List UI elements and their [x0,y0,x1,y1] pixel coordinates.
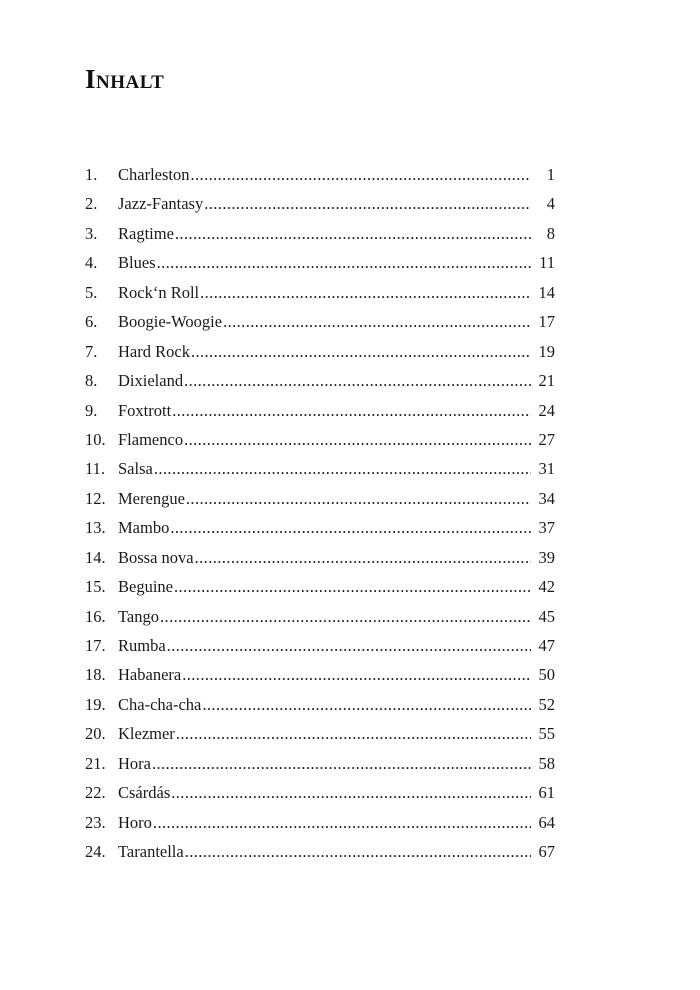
toc-entry[interactable] [85,543,555,572]
entry-page-number: 67 [538,842,555,862]
entry-page-number: 52 [538,694,555,714]
entry-number: 22. [85,783,106,803]
entry-number: 6. [85,312,98,332]
entry-title: Hora [118,753,151,773]
entry-title: Habanera [118,665,182,685]
entry-title: Cha-cha-cha [118,694,202,714]
toc-entry[interactable] [85,454,555,483]
entry-number: 24. [85,842,106,862]
entry-title: Jazz-Fantasy [118,194,204,214]
entry-page-number: 14 [538,282,555,302]
dot-leader [167,631,531,660]
entry-page-number: 39 [538,547,555,567]
entry-page-number: 17 [538,312,555,332]
dot-leader [171,778,531,807]
entry-number: 19. [85,694,106,714]
entry-number: 20. [85,724,106,744]
toc-entry[interactable] [85,484,555,513]
toc-entry[interactable] [85,572,555,601]
entry-page-number: 11 [539,253,555,273]
entry-title: Rock‘n Roll [118,282,200,302]
dot-leader [175,219,531,248]
toc-entry[interactable] [85,837,555,866]
entry-page-number: 21 [538,371,555,391]
dot-leader [202,690,531,719]
toc-entry[interactable] [85,690,555,719]
entry-number: 12. [85,488,106,508]
toc-entry[interactable] [85,219,555,248]
toc-entry[interactable] [85,396,555,425]
dot-leader [191,337,531,366]
toc-entry[interactable] [85,160,555,189]
dot-leader [200,278,531,307]
dot-leader [223,307,531,336]
toc-entry[interactable] [85,719,555,748]
entry-title: Ragtime [118,223,174,243]
entry-number: 1. [85,165,98,184]
entry-number: 9. [85,400,98,420]
entry-page-number: 58 [538,753,555,773]
entry-title: Horo [118,812,152,832]
entry-page-number: 45 [538,606,555,626]
entry-number: 5. [85,282,98,302]
entry-page-number: 19 [538,341,555,361]
entry-number: 8. [85,371,98,391]
dot-leader [184,425,531,454]
toc-entry[interactable] [85,248,555,277]
toc-entry[interactable] [85,749,555,778]
entry-page-number: 1 [546,165,555,184]
entry-page-number: 34 [538,488,555,508]
entry-number: 14. [85,547,106,567]
toc-entry[interactable] [85,189,555,218]
entry-page-number: 4 [546,194,555,214]
entry-page-number: 50 [538,665,555,685]
toc-entry[interactable] [85,366,555,395]
dot-leader [160,602,531,631]
dot-leader [153,808,531,837]
entry-page-number: 42 [538,577,555,597]
toc-entry[interactable] [85,337,555,366]
entry-title: Blues [118,253,156,273]
entry-page-number: 47 [538,636,555,655]
entry-title: Tango [118,606,160,626]
entry-title: Merengue [118,488,185,508]
entry-number: 23. [85,812,106,832]
entry-title: Beguine [118,577,173,597]
dot-leader [172,396,531,425]
entry-number: 2. [85,194,98,214]
dot-leader [154,454,531,483]
entry-number: 4. [85,253,98,273]
dot-leader [195,543,531,572]
entry-page-number: 24 [538,400,555,420]
dot-leader [157,248,531,277]
entry-number: 7. [85,341,98,361]
entry-number: 11. [85,459,106,479]
entry-title: Mambo [118,518,170,538]
dot-leader [185,837,531,866]
entry-title: Flamenco [118,429,184,449]
entry-number: 16. [85,606,106,626]
table-of-contents [85,160,555,867]
entry-title: Hard Rock [118,341,190,361]
entry-title: Foxtrott [118,400,172,420]
dot-leader [204,189,531,218]
entry-title: Charleston [118,165,190,184]
toc-entry[interactable] [85,778,555,807]
toc-entry[interactable] [85,808,555,837]
entry-page-number: 31 [538,459,555,479]
entry-number: 13. [85,518,106,538]
entry-number: 21. [85,753,106,773]
dot-leader [184,366,531,395]
dot-leader [191,160,532,189]
dot-leader [176,719,531,748]
page-title: Inhalt [85,64,165,94]
toc-entry[interactable] [85,307,555,336]
entry-number: 18. [85,665,106,685]
entry-title: Csárdás [118,783,171,803]
entry-page-number: 64 [538,812,555,832]
entry-title: Bossa nova [118,547,194,567]
entry-page-number: 37 [538,518,555,538]
toc-entry[interactable] [85,513,555,542]
entry-page-number: 61 [538,783,555,803]
entry-number: 17. [85,636,106,655]
dot-leader [182,660,531,689]
entry-title: Dixieland [118,371,184,391]
entry-page-number: 55 [538,724,555,744]
toc-entry[interactable] [85,425,555,454]
dot-leader [152,749,531,778]
entry-title: Tarantella [118,842,184,862]
entry-page-number: 27 [538,429,555,449]
entry-number: 10. [85,429,106,449]
dot-leader [186,484,531,513]
toc-entry[interactable] [85,602,555,631]
entry-title: Salsa [118,459,153,479]
toc-entry[interactable] [85,631,555,660]
entry-number: 3. [85,223,98,243]
entry-number: 15. [85,577,106,597]
dot-leader [174,572,531,601]
entry-title: Klezmer [118,724,175,744]
entry-title: Boogie-Woogie [118,312,223,332]
dot-leader [170,513,531,542]
toc-entry[interactable] [85,278,555,307]
entry-title: Rumba [118,636,166,655]
entry-page-number: 8 [546,223,555,243]
toc-entry[interactable] [85,660,555,689]
